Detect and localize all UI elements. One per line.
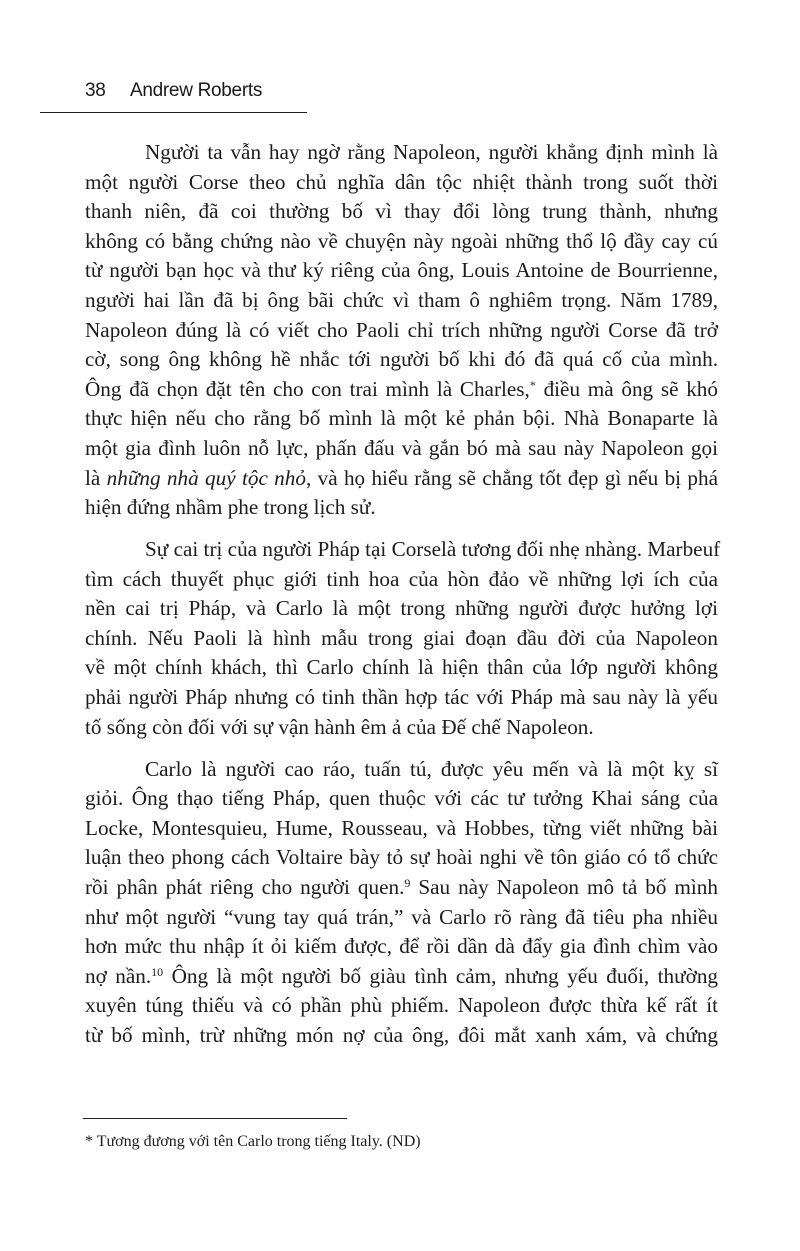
author-name: Andrew Roberts <box>130 80 263 101</box>
text-line: thanh niên, đã coi thường bố vì thay đổi lòng trung thành, nhưng <box>85 199 718 224</box>
text-line: không có bằng chứng nào về chuyện này ngoài những thổ lộ đầy cay cú <box>85 228 718 253</box>
text-line: Người ta vẫn hay ngờ rằng Napoleon, người khẳng định mình là <box>145 140 718 164</box>
text-line: một người Corse theo chủ nghĩa dân tộc nhiệt thành trong suốt thời <box>85 169 718 194</box>
text-line-with-footnote-ref <box>85 375 718 405</box>
text-line: thực hiện nếu cho rằng bố mình là một kẻ phản bội. Nhà Bonaparte là <box>85 406 718 431</box>
text-segment: là <box>85 465 107 490</box>
text-line: luận theo phong cách Voltaire bày tỏ sự hoài nghi về tôn giáo có tổ chức <box>85 845 718 870</box>
text-line: Napoleon đúng là có viết cho Paoli chỉ trích những người Corse đã trở <box>85 317 718 342</box>
footnote-text: Tương đương với tên Carlo trong tiếng Italy. (ND) <box>96 1133 421 1150</box>
text-segment: Sau này Napoleon mô tả bố mình <box>410 875 718 900</box>
paragraph-2 <box>85 535 721 742</box>
text-line: Carlo là người cao ráo, tuấn tú, được yêu mến và là một kỵ sĩ <box>145 756 718 781</box>
text-line: hơn mức thu nhập ít ỏi kiếm được, để rồi dần dà đẩy gia đình chìm vào <box>85 934 718 959</box>
paragraph-3 <box>85 755 718 1051</box>
text-segment: nợ nần. <box>85 963 152 988</box>
text-line: tìm cách thuyết phục giới tinh hoa của hòn đảo về những lợi ích của <box>85 566 718 591</box>
running-header <box>85 80 262 102</box>
endnote-marker[interactable]: 9 <box>404 875 411 890</box>
text-segment: rồi phân phát riêng cho người quen. <box>85 875 405 900</box>
text-line: nền cai trị Pháp, và Carlo là một trong những người được hưởng lợi <box>85 596 718 621</box>
footnote-marker[interactable]: * <box>529 377 536 392</box>
text-line: một gia đình luôn nỗ lực, phấn đấu và gắn bó mà sau này Napoleon gọi <box>85 435 718 460</box>
page-number: 38 <box>85 80 106 101</box>
text-line: Sự cai trị của người Pháp tại Corselà tương đối nhẹ nhàng. Marbeuf <box>145 537 721 562</box>
text-line: phải người Pháp nhưng có tinh thần hợp tác với Pháp mà sau này là yếu <box>85 685 718 710</box>
footnote-marker: * <box>85 1133 93 1150</box>
text-line-with-italic <box>85 464 718 494</box>
text-line: cờ, song ông không hề nhắc tới người bố khi đó đã quá cố của mình. <box>85 347 718 372</box>
text-line-with-endnote-ref <box>85 873 718 903</box>
text-segment: , và họ hiểu rằng sẽ chẳng tốt đẹp gì nếu bị phá <box>305 465 718 490</box>
paragraph-1 <box>85 138 718 523</box>
text-line: như một người “vung tay quá trán,” và Carlo rõ ràng đã tiêu pha nhiều <box>85 904 718 929</box>
text-segment: Ông là một người bố giàu tình cảm, nhưng yếu đuối, thường <box>163 963 719 988</box>
text-line: người hai lần đã bị ông bãi chức vì tham ô nghiêm trọng. Năm 1789, <box>85 287 718 312</box>
text-line: hiện đứng nhầm phe trong lịch sử. <box>85 495 376 520</box>
body-text <box>85 138 721 1063</box>
text-segment: Ông đã chọn đặt tên cho con trai mình là Charles, <box>85 376 530 401</box>
text-line: từ bố mình, trừ những món nợ của ông, đôi mắt xanh xám, và chứng <box>85 1023 718 1047</box>
footnote-rule <box>83 1118 347 1119</box>
text-line: xuyên túng thiếu và có phần phù phiếm. Napoleon được thừa kế rất ít <box>85 993 718 1018</box>
text-line-with-endnote-ref <box>85 962 718 992</box>
text-segment: điều mà ông sẽ khó <box>535 376 718 401</box>
italic-phrase: những nhà quý tộc nhỏ <box>106 465 306 490</box>
text-line: từ người bạn học và thư ký riêng của ông, Louis Antoine de Bourrienne, <box>85 258 718 283</box>
text-line: tố sống còn đối với sự vận hành êm ả của Đế chế Napoleon. <box>85 714 594 739</box>
text-line: chính. Nếu Paoli là hình mẫu trong giai đoạn đầu đời của Napoleon <box>85 625 718 650</box>
text-line: giỏi. Ông thạo tiếng Pháp, quen thuộc với các tư tưởng Khai sáng của <box>85 786 718 811</box>
endnote-marker[interactable]: 10 <box>151 964 164 979</box>
header-rule <box>40 112 307 113</box>
footnote <box>85 1133 421 1151</box>
text-line: Locke, Montesquieu, Hume, Rousseau, và Hobbes, từng viết những bài <box>85 815 718 840</box>
text-line: về một chính khách, thì Carlo chính là hiện thân của lớp người không <box>85 655 718 680</box>
